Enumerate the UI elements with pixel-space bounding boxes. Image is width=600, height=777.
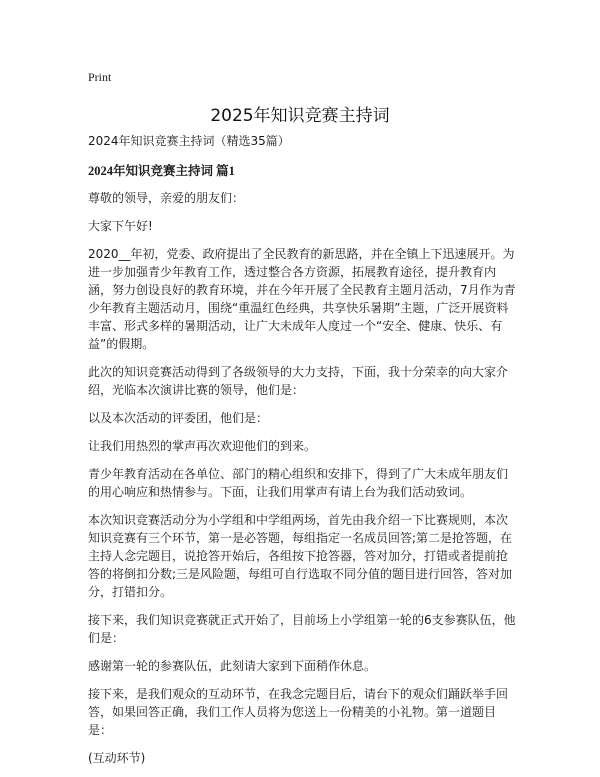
document-body <box>88 132 516 777</box>
paragraph: 以及本次活动的评委团，他们是： <box>88 411 269 425</box>
paragraph: 感谢第一轮的参赛队伍，此刻请大家到下面稍作休息。 <box>88 659 377 673</box>
print-link[interactable]: Print <box>88 70 112 84</box>
paragraph: 尊敬的领导，亲爱的朋友们： <box>88 191 245 205</box>
paragraph: 2020__年初，党委、政府提出了全民教育的新思路，并在全镇上下迅速展开。为进一步加强青少年教育工作，透过整合各方资源，拓展教育途径，提升教育内涵，努力创设良好的教育环境，并在今年开展了全民教育主题月活动，7月作为青少年教育主题活动月，围绕“重温红色经典，共享快乐暑期”主题，广泛开展资料丰富、形式多样的暑期活动，让广大未成年人度过一个“安全、健康、快乐、有益”的假期。 <box>88 247 516 351</box>
section-heading: 2024年知识竞赛主持词 篇1 <box>88 164 235 178</box>
paragraph: 青少年教育活动在各单位、部门的精心组织和安排下，得到了广大未成年朋友们的用心响应和热情参与。下面，让我们用掌声有请上台为我们活动致词。 <box>88 467 509 499</box>
paragraph: 大家下午好! <box>88 219 153 233</box>
paragraph: 接下来，是我们观众的互动环节，在我念完题目后，请台下的观众们踊跃举手回答，如果回答正确，我们工作人员将为您送上一份精美的小礼物。第一道题目是： <box>88 687 509 737</box>
paragraph: 本次知识竞赛活动分为小学组和中学组两场，首先由我介绍一下比赛规则，本次知识竞赛有三个环节，第一是必答题，每组指定一名成员回答;第二是抢答题，在主持人念完题目，说抢答开始后，各组按下抢答器，答对加分，打错或者提前抢答的将倒扣分数;三是风险题，每组可自行选取不同分值的题目进行回答，答对加分，打错扣分。 <box>88 513 513 599</box>
page-title: 2025年知识竞赛主持词 <box>210 106 390 126</box>
document-subtitle: 2024年知识竞赛主持词（精选35篇） <box>88 134 290 148</box>
paragraph: 让我们用热烈的掌声再次欢迎他们的到来。 <box>88 439 317 453</box>
paragraph: 此次的知识竞赛活动得到了各级领导的大力支持，下面，我十分荣幸的向大家介绍，光临本次演讲比赛的领导，他们是： <box>88 365 509 397</box>
paragraph: (互动环节) <box>88 751 146 765</box>
paragraph: 接下来，我们知识竞赛就正式开始了，目前场上小学组第一轮的6支参赛队伍，他们是： <box>88 613 516 645</box>
